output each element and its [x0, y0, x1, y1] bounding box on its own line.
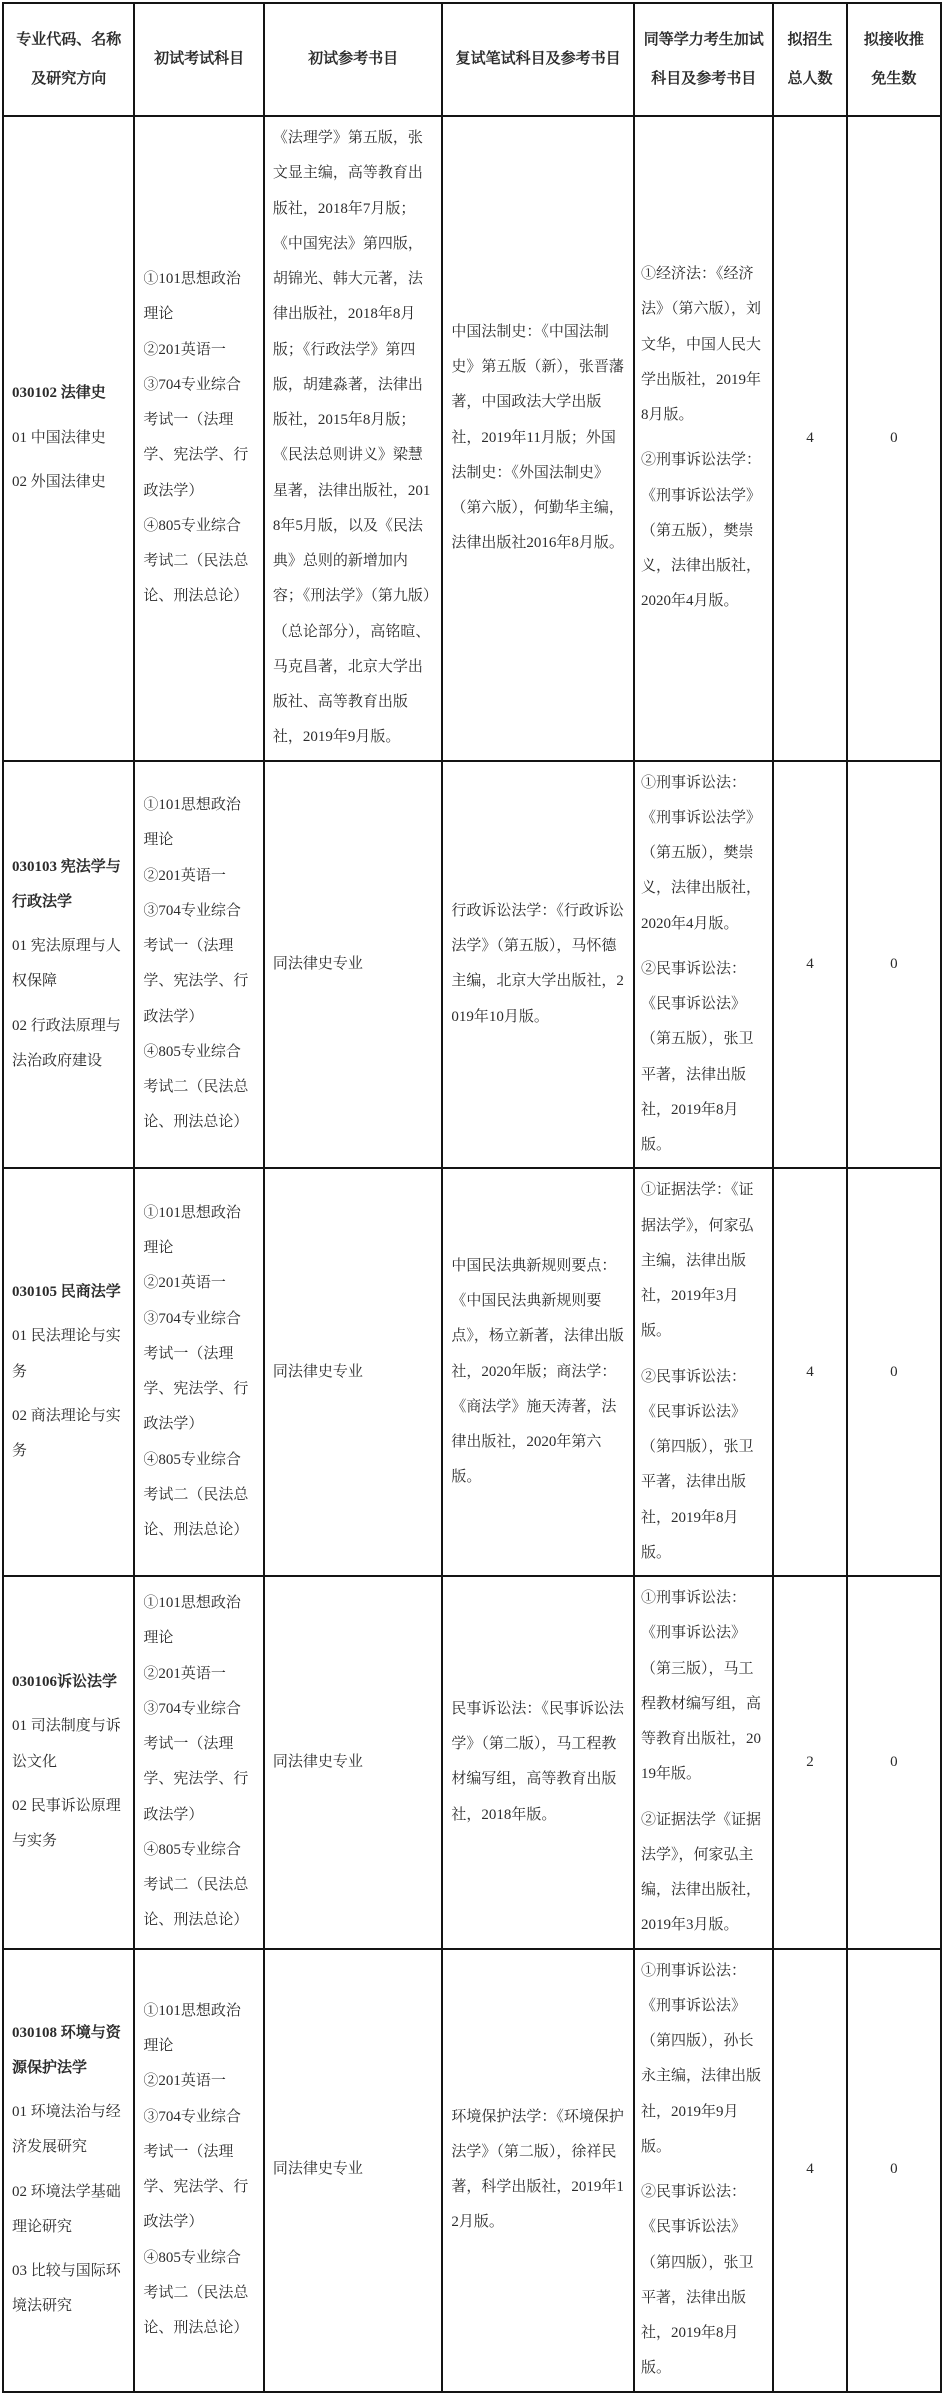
- reference-books-text: 同法律史专业: [272, 2161, 363, 2178]
- cell-exempt-count: 0: [847, 1168, 941, 1576]
- cell-additional-books: [634, 761, 773, 1169]
- additional-book-item: ②证据法学《证据法学》，何家弘主编，法律出版社，2019年3月版。: [640, 1811, 761, 1934]
- cell-total-enrollment: 4: [773, 1168, 846, 1576]
- table-row-030106: [3, 1576, 941, 1949]
- cell-total-enrollment: 4: [773, 116, 846, 761]
- exam-subject: ①101思想政治理论: [143, 1204, 241, 1257]
- cell-reference-books: [264, 1576, 443, 1949]
- cell-additional-books: [634, 1949, 773, 2392]
- col-header-exam-subjects: 初试考试科目: [134, 3, 263, 116]
- exam-subject: ③704专业综合考试一（法理学、宪法学、行政法学）: [143, 1700, 249, 1823]
- table-row-030102: [3, 116, 941, 761]
- cell-exam-subjects: [134, 1168, 263, 1576]
- table-row-030103: [3, 761, 941, 1169]
- cell-additional-books: [634, 116, 773, 761]
- cell-exempt-count: 0: [847, 116, 941, 761]
- research-direction: 01 环境法治与经济发展研究: [12, 2104, 121, 2156]
- cell-reference-books: [264, 116, 443, 761]
- cell-exam-subjects: [134, 116, 263, 761]
- cell-program: [3, 1168, 134, 1576]
- exam-subject: ③704专业综合考试一（法理学、宪法学、行政法学）: [143, 2108, 249, 2231]
- research-direction: 01 宪法原理与人权保障: [12, 938, 121, 990]
- research-direction: 01 中国法律史: [12, 429, 106, 446]
- program-title: 030102 法律史: [12, 385, 106, 402]
- reference-books-text: 同法律史专业: [272, 1363, 363, 1380]
- cell-program: [3, 1576, 134, 1949]
- retest-books-text: 环境保护法学：《环境保护法学》（第二版），徐祥民著，科学出版社，2019年12月版。: [451, 2108, 624, 2231]
- cell-exempt-count: 0: [847, 761, 941, 1169]
- additional-book-item: ②民事诉讼法：《民事诉讼法》（第四版），张卫平著，法律出版社，2019年8月版。: [640, 1368, 754, 1561]
- cell-retest-books: [442, 761, 634, 1169]
- exam-subject: ③704专业综合考试一（法理学、宪法学、行政法学）: [143, 376, 249, 499]
- col-header-total-enrollment: 拟招生总人数: [773, 3, 846, 116]
- research-direction: 02 民事诉讼原理与实务: [12, 1797, 121, 1850]
- retest-books-text: 中国法制史：《中国法制史》第五版（新），张晋藩著，中国政法大学出版社，2019年11月版；外国法制史：《外国法制史》（第六版），何勤华主编，法律出版社2016年8月版。: [451, 323, 624, 552]
- table-row-030105: [3, 1168, 941, 1576]
- col-header-additional-books: 同等学力考生加试科目及参考书目: [634, 3, 773, 116]
- retest-books-text: 民事诉讼法：《民事诉讼法学》（第二版），马工程教材编写组，高等教育出版社，2018年版。: [451, 1700, 624, 1823]
- cell-retest-books: [442, 1949, 634, 2392]
- cell-program: [3, 116, 134, 761]
- header-row: [3, 3, 941, 116]
- reference-books-text: 同法律史专业: [272, 955, 363, 972]
- program-title: 030108 环境与资源保护法学: [12, 2024, 121, 2076]
- research-direction: 02 环境法学基础理论研究: [12, 2183, 121, 2235]
- additional-book-item: ②刑事诉讼法学：《刑事诉讼法学》（第五版），樊崇义，法律出版社，2020年4月版。: [640, 452, 761, 610]
- col-header-retest-books: 复试笔试科目及参考书目: [442, 3, 634, 116]
- cell-exam-subjects: [134, 1576, 263, 1949]
- cell-retest-books: [442, 1168, 634, 1576]
- cell-retest-books: [442, 116, 634, 761]
- col-header-exempt-count: 拟接收推免生数: [847, 3, 941, 116]
- cell-exam-subjects: [134, 761, 263, 1169]
- additional-book-item: ①刑事诉讼法：《刑事诉讼法学》（第五版），樊崇义，法律出版社，2020年4月版。: [640, 774, 761, 932]
- research-direction: 02 商法理论与实务: [12, 1407, 121, 1459]
- cell-total-enrollment: 4: [773, 1949, 846, 2392]
- cell-total-enrollment: 2: [773, 1576, 846, 1949]
- reference-books-text: 同法律史专业: [272, 1753, 363, 1770]
- retest-books-text: 行政诉讼法学：《行政诉讼法学》（第五版），马怀德主编，北京大学出版社，2019年10月版。: [451, 902, 624, 1025]
- exam-subject: ②201英语一: [143, 2073, 226, 2090]
- exam-subject: ①101思想政治理论: [143, 1595, 241, 1647]
- cell-reference-books: [264, 761, 443, 1169]
- exam-subject: ②201英语一: [143, 1665, 226, 1682]
- research-direction: 02 行政法原理与法治政府建设: [12, 1017, 121, 1069]
- exam-subject: ①101思想政治理论: [143, 2002, 241, 2054]
- table-row-030108: [3, 1949, 941, 2392]
- additional-book-item: ①经济法：《经济法》（第六版），刘文华，中国人民大学出版社，2019年8月版。: [640, 266, 761, 423]
- additional-book-item: ②民事诉讼法：《民事诉讼法》（第五版），张卫平著，法律出版社，2019年8月版。: [640, 960, 754, 1153]
- exam-subject: ④805专业综合考试二（民法总论、刑法总论）: [143, 1841, 249, 1929]
- research-direction: 03 比较与国际环境法研究: [12, 2263, 121, 2315]
- retest-books-text: 中国民法典新规则要点：《中国民法典新规则要点》，杨立新著，法律出版社，2020年版；商法学：《商法学》施天涛著，法律出版社，2020年第六版。: [451, 1257, 624, 1486]
- exam-subject: ②201英语一: [143, 1275, 226, 1292]
- program-title: 030103 宪法学与行政法学: [12, 858, 121, 910]
- exam-subject: ④805专业综合考试二（民法总论、刑法总论）: [143, 1451, 249, 1539]
- exam-subject: ③704专业综合考试一（法理学、宪法学、行政法学）: [143, 902, 249, 1025]
- cell-program: [3, 1949, 134, 2392]
- research-direction: 01 司法制度与诉讼文化: [12, 1718, 121, 1770]
- additional-book-item: ①刑事诉讼法：《刑事诉讼法》（第四版），孙长永主编，法律出版社，2019年9月版。: [640, 1962, 761, 2155]
- exam-subject: ③704专业综合考试一（法理学、宪法学、行政法学）: [143, 1310, 249, 1433]
- program-title: 030105 民商法学: [12, 1284, 121, 1300]
- exam-subject: ④805专业综合考试二（民法总论、刑法总论）: [143, 2249, 249, 2336]
- cell-additional-books: [634, 1576, 773, 1949]
- col-header-program: 专业代码、名称及研究方向: [3, 3, 134, 116]
- cell-exempt-count: 0: [847, 1576, 941, 1949]
- cell-program: [3, 761, 134, 1169]
- cell-retest-books: [442, 1576, 634, 1949]
- admissions-table: [2, 2, 942, 2393]
- col-header-reference-books: 初试参考书目: [264, 3, 443, 116]
- research-direction: 01 民法理论与实务: [12, 1328, 121, 1380]
- additional-book-item: ①证据法学：《证据法学》，何家弘主编，法律出版社，2019年3月版。: [640, 1182, 754, 1340]
- additional-book-item: ①刑事诉讼法：《刑事诉讼法》（第三版），马工程教材编写组，高等教育出版社，2019年版。: [640, 1590, 761, 1783]
- research-direction: 02 外国法律史: [12, 473, 106, 490]
- reference-books-text: 《法理学》第五版，张文显主编，高等教育出版社，2018年7月版；《中国宪法》第四版，胡锦光、韩大元著，法律出版社，2018年8月版；《行政法学》第四版，胡建淼著，法律出版社，2015年8月版；《民法总则讲义》梁慧星著，法律出版社，2018年5月版，以及《民法典》总则的新增加内容；《刑法学》（第九版）（总论部分），高铭暄、马克昌著，北京大学出版社、高等教育出版社，2019年9月版。: [272, 130, 431, 746]
- additional-book-item: ②民事诉讼法：《民事诉讼法》（第四版），张卫平著，法律出版社，2019年8月版。: [640, 2184, 754, 2377]
- cell-exam-subjects: [134, 1949, 263, 2392]
- cell-total-enrollment: 4: [773, 761, 846, 1169]
- cell-additional-books: [634, 1168, 773, 1576]
- exam-subject: ②201英语一: [143, 341, 226, 358]
- exam-subject: ①101思想政治理论: [143, 271, 241, 323]
- cell-exempt-count: 0: [847, 1949, 941, 2392]
- exam-subject: ②201英语一: [143, 867, 226, 884]
- program-title: 030106诉讼法学: [12, 1674, 118, 1691]
- exam-subject: ④805专业综合考试二（民法总论、刑法总论）: [143, 517, 249, 605]
- exam-subject: ④805专业综合考试二（民法总论、刑法总论）: [143, 1043, 249, 1131]
- exam-subject: ①101思想政治理论: [143, 797, 241, 849]
- cell-reference-books: [264, 1949, 443, 2392]
- cell-reference-books: [264, 1168, 443, 1576]
